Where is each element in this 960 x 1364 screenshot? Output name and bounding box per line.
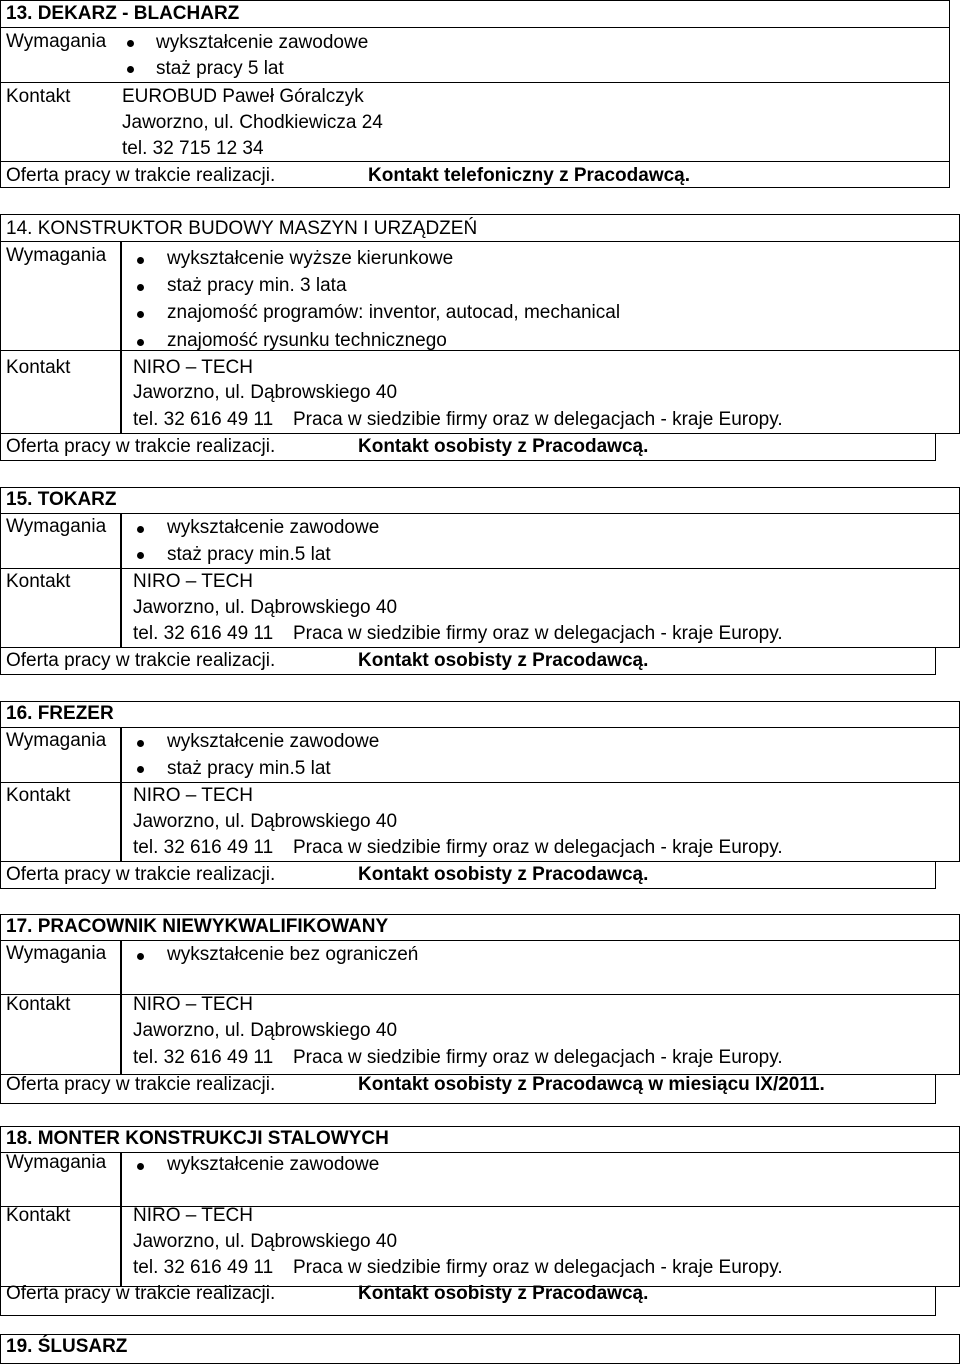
offer-title: 18. MONTER KONSTRUKCJI STALOWYCH <box>6 1128 389 1149</box>
contact-mode: Kontakt osobisty z Pracodawcą. <box>358 436 649 457</box>
job-offer-19 <box>0 1334 960 1362</box>
requirements-label: Wymagania <box>6 730 107 751</box>
employer-address: Jaworzno, ul. Dąbrowskiego 40 <box>133 382 398 403</box>
contact-mode: Kontakt osobisty z Pracodawcą w miesiącu IX/2011. <box>358 1074 825 1095</box>
employer-phone: tel. 32 616 49 11 <box>133 623 274 644</box>
employer-address: Jaworzno, ul. Dąbrowskiego 40 <box>133 1231 398 1252</box>
work-location-note: Praca w siedzibie firmy oraz w delegacjach - kraje Europy. <box>293 1047 783 1068</box>
job-offer-13 <box>0 0 960 190</box>
offer-title: 19. ŚLUSARZ <box>6 1336 128 1357</box>
employer-name: NIRO – TECH <box>133 994 254 1015</box>
requirement-item: staż pracy 5 lat <box>156 58 284 79</box>
requirement-item: staż pracy min. 3 lata <box>167 275 347 296</box>
contact-label: Kontakt <box>6 994 71 1015</box>
contact-mode: Kontakt osobisty z Pracodawcą. <box>358 650 649 671</box>
requirement-item: wykształcenie zawodowe <box>167 517 380 538</box>
employer-address: Jaworzno, ul. Dąbrowskiego 40 <box>133 811 398 832</box>
requirement-item: staż pracy min.5 lat <box>167 544 331 565</box>
offer-title: 16. FREZER <box>6 703 114 724</box>
employer-phone: tel. 32 616 49 11 <box>133 409 274 430</box>
contact-label: Kontakt <box>6 1205 71 1226</box>
offer-title: 14. KONSTRUKTOR BUDOWY MASZYN I URZĄDZEŃ <box>6 218 478 239</box>
job-offer-14 <box>0 214 960 464</box>
requirement-item: wykształcenie zawodowe <box>167 1154 380 1175</box>
offer-status: Oferta pracy w trakcie realizacji. <box>6 165 276 186</box>
employer-address: Jaworzno, ul. Dąbrowskiego 40 <box>133 1020 398 1041</box>
requirements-label: Wymagania <box>6 1152 107 1173</box>
job-offer-18 <box>0 1126 960 1318</box>
employer-name: NIRO – TECH <box>133 571 254 592</box>
contact-label: Kontakt <box>6 571 71 592</box>
offer-status: Oferta pracy w trakcie realizacji. <box>6 864 276 885</box>
job-offer-15 <box>0 487 960 677</box>
work-location-note: Praca w siedzibie firmy oraz w delegacjach - kraje Europy. <box>293 1257 783 1278</box>
work-location-note: Praca w siedzibie firmy oraz w delegacjach - kraje Europy. <box>293 623 783 644</box>
employer-name: NIRO – TECH <box>133 785 254 806</box>
employer-name: EUROBUD Paweł Góralczyk <box>122 86 364 107</box>
contact-label: Kontakt <box>6 357 71 378</box>
requirements-label: Wymagania <box>6 31 107 52</box>
offer-status: Oferta pracy w trakcie realizacji. <box>6 436 276 457</box>
contact-mode: Kontakt telefoniczny z Pracodawcą. <box>368 165 691 186</box>
requirements-label: Wymagania <box>6 943 107 964</box>
employer-name: NIRO – TECH <box>133 357 254 378</box>
contact-mode: Kontakt osobisty z Pracodawcą. <box>358 1283 649 1304</box>
offer-title: 17. PRACOWNIK NIEWYKWALIFIKOWANY <box>6 916 389 937</box>
employer-phone: tel. 32 616 49 11 <box>133 1257 274 1278</box>
requirement-item: staż pracy min.5 lat <box>167 758 331 779</box>
employer-name: NIRO – TECH <box>133 1205 254 1226</box>
work-location-note: Praca w siedzibie firmy oraz w delegacjach - kraje Europy. <box>293 837 783 858</box>
employer-phone: tel. 32 616 49 11 <box>133 837 274 858</box>
requirements-label: Wymagania <box>6 516 107 537</box>
offer-title: 13. DEKARZ - BLACHARZ <box>6 3 240 24</box>
employer-phone: tel. 32 715 12 34 <box>122 138 264 159</box>
work-location-note: Praca w siedzibie firmy oraz w delegacjach - kraje Europy. <box>293 409 783 430</box>
contact-label: Kontakt <box>6 86 71 107</box>
job-offer-16 <box>0 701 960 891</box>
employer-address: Jaworzno, ul. Dąbrowskiego 40 <box>133 597 398 618</box>
employer-address: Jaworzno, ul. Chodkiewicza 24 <box>122 112 383 133</box>
requirement-item: znajomość programów: inventor, autocad, mechanical <box>167 302 621 323</box>
requirement-item: wykształcenie wyższe kierunkowe <box>167 248 454 269</box>
job-offer-17 <box>0 914 960 1106</box>
requirement-item: wykształcenie zawodowe <box>156 32 369 53</box>
offer-status: Oferta pracy w trakcie realizacji. <box>6 1283 276 1304</box>
requirement-item: znajomość rysunku technicznego <box>167 330 447 351</box>
offer-title: 15. TOKARZ <box>6 489 117 510</box>
offer-status: Oferta pracy w trakcie realizacji. <box>6 650 276 671</box>
requirement-item: wykształcenie zawodowe <box>167 731 380 752</box>
requirements-label: Wymagania <box>6 245 107 266</box>
offer-status: Oferta pracy w trakcie realizacji. <box>6 1074 276 1095</box>
contact-mode: Kontakt osobisty z Pracodawcą. <box>358 864 649 885</box>
employer-phone: tel. 32 616 49 11 <box>133 1047 274 1068</box>
requirement-item: wykształcenie bez ograniczeń <box>167 944 419 965</box>
contact-label: Kontakt <box>6 785 71 806</box>
